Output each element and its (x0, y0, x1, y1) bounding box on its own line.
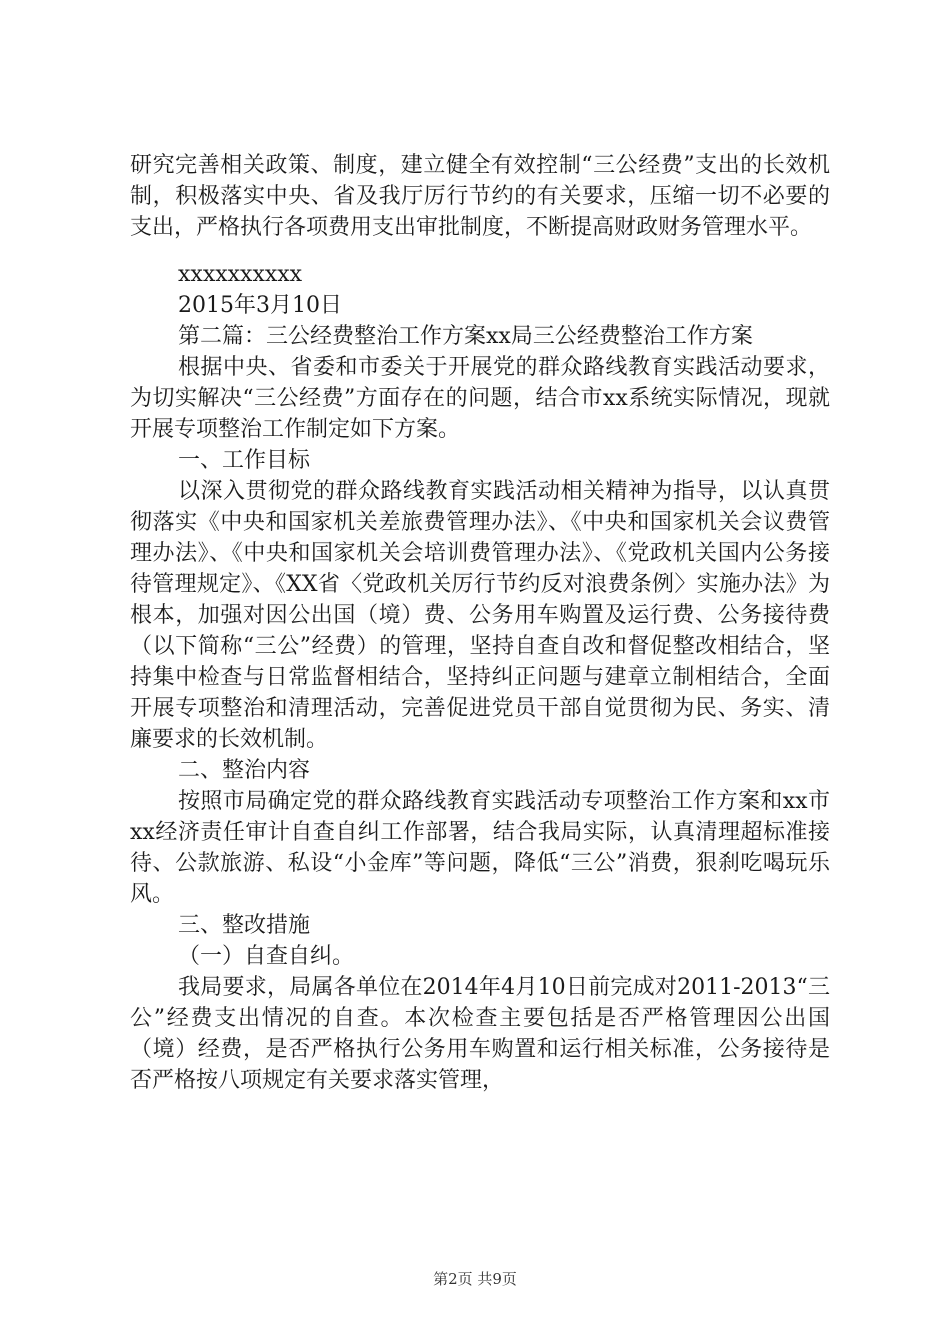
paragraph-work-goals: 以深入贯彻党的群众路线教育实践活动相关精神为指导，以认真贯彻落实《中央和国家机关差旅费管理办法》、《中央和国家机关会议费管理办法》、《中央和国家机关会培训费管理办法》、《党政机关国内公务接待管理规定》、《XX省〈党政机关厉行节约反对浪费条例〉实施办法》为根本，加强对因公出国（境）费、公务用车购置及运行费、公务接待费（以下简称“三公”经费）的管理，坚持自查自改和督促整改相结合，坚持集中检查与日常监督相结合，坚持纠正问题与建章立制相结合，全面开展专项整治和清理活动，完善促进党员干部自觉贯彻为民、务实、清廉要求的长效机制。 (130, 479, 830, 752)
signature-date: 2015年3月10日 (178, 293, 342, 318)
page-number-footer: 第2页 共9页 (433, 1270, 517, 1288)
document-body (130, 150, 830, 1096)
heading-work-goals: 一、工作目标 (178, 448, 311, 473)
paragraph-policy-closing: 研究完善相关政策、制度，建立健全有效控制“三公经费”支出的长效机制，积极落实中央、省及我厅厉行节约的有关要求，压缩一切不必要的支出，严格执行各项费用支出审批制度，不断提高财政财务管理水平。 (130, 153, 830, 240)
section-title-part-two: 第二篇：三公经费整治工作方案xx局三公经费整治工作方案 (178, 324, 753, 349)
paragraph-self-inspection: 我局要求，局属各单位在2014年4月10日前完成对2011-2013“三公”经费支出情况的自查。本次检查主要包括是否严格管理因公出国（境）经费，是否严格执行公务用车购置和运行相关标准，公务接待是否严格按八项规定有关要求落实管理， (130, 975, 830, 1093)
paragraph-intro: 根据中央、省委和市委关于开展党的群众路线教育实践活动要求，为切实解决“三公经费”方面存在的问题，结合市xx系统实际情况，现就开展专项整治工作制定如下方案。 (130, 355, 830, 442)
heading-rectification-measures: 三、整改措施 (178, 913, 311, 938)
signature-placeholder: xxxxxxxxxx (178, 262, 303, 287)
heading-rectification-content: 二、整治内容 (178, 758, 311, 783)
subheading-self-inspection: （一）自查自纠。 (178, 944, 355, 969)
paragraph-rectification-content: 按照市局确定党的群众路线教育实践活动专项整治工作方案和xx市xx经济责任审计自查自纠工作部署，结合我局实际，认真清理超标准接待、公款旅游、私设“小金库”等问题，降低“三公”消费，狠刹吃喝玩乐风。 (130, 789, 830, 907)
